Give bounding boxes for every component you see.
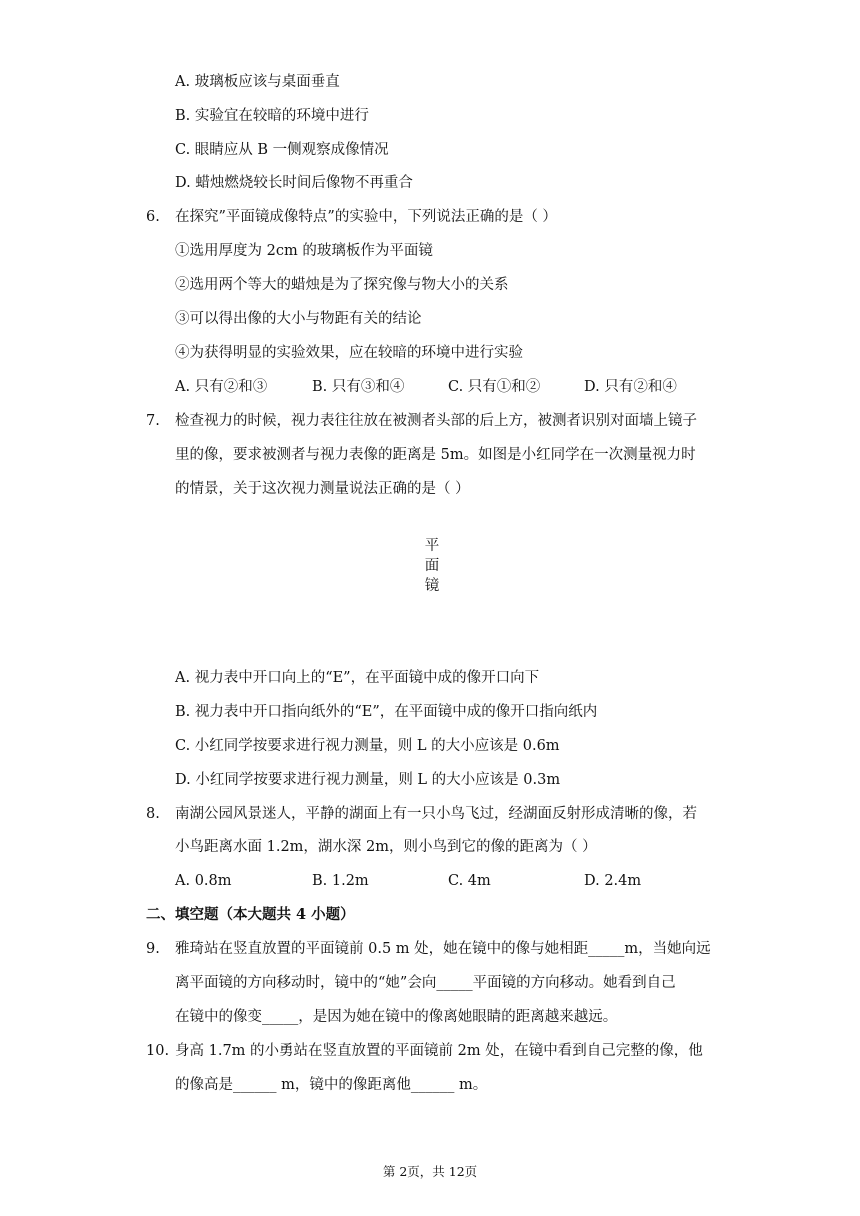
- q6-item-1: ①选用厚度为 2cm 的玻璃板作为平面镜: [175, 243, 433, 259]
- q10-line-2: 的像高是______ m，镜中的像距离他______ m。: [175, 1077, 488, 1093]
- q8-option-d: D. 2.4m: [584, 873, 642, 889]
- q6-option-b: B. 只有③和④: [312, 379, 405, 395]
- q5-option-c: C. 眼睛应从 B 一侧观察成像情况: [175, 142, 389, 158]
- q8-stem-line-2: 小鸟距离水面 1.2m，湖水深 2m，则小鸟到它的像的距离为（ ）: [175, 839, 597, 855]
- q6-item-2: ②选用两个等大的蜡烛是为了探究像与物大小的关系: [175, 277, 509, 293]
- q9-line-2: 离平面镜的方向移动时，镜中的“她”会向_____平面镜的方向移动。她看到自己: [175, 975, 676, 991]
- q10-line-1: 身高 1.7m 的小勇站在竖直放置的平面镜前 2m 处，在镜中看到自己完整的像，他: [175, 1043, 703, 1059]
- q7-option-d: D. 小红同学按要求进行视力测量，则 L 的大小应该是 0.3m: [175, 772, 561, 788]
- q6-stem: 在探究”平面镜成像特点”的实验中，下列说法正确的是（ ）: [175, 209, 557, 225]
- section-two-heading: 二、填空题（本大题共 4 小题）: [146, 906, 355, 923]
- q8-number: 8.: [146, 806, 160, 822]
- q5-option-a: A. 玻璃板应该与桌面垂直: [175, 74, 340, 90]
- q5-option-d: D. 蜡烛燃烧较长时间后像物不再重合: [175, 175, 413, 191]
- q7-stem-line-1: 检查视力的时候，视力表往往放在被测者头部的后上方，被测者识别对面墙上镜子: [175, 413, 697, 429]
- q7-stem-line-3: 的情景，关于这次视力测量说法正确的是（ ）: [175, 481, 470, 497]
- q9-line-3: 在镜中的像变_____，是因为她在镜中的像离她眼睛的距离越来越远。: [175, 1009, 618, 1025]
- q6-number: 6.: [146, 209, 160, 225]
- page-footer: 第 2页，共 12页: [382, 1164, 478, 1179]
- q7-number: 7.: [146, 413, 160, 429]
- q10-number: 10.: [146, 1043, 170, 1059]
- q7-stem-line-2: 里的像，要求被测者与视力表像的距离是 5m。如图是小红同学在一次测量视力时: [175, 447, 696, 463]
- q6-item-3: ③可以得出像的大小与物距有关的结论: [175, 311, 422, 327]
- q6-option-c: C. 只有①和②: [448, 379, 541, 395]
- q8-option-a: A. 0.8m: [175, 873, 232, 889]
- q7-option-c: C. 小红同学按要求进行视力测量，则 L 的大小应该是 0.6m: [175, 738, 560, 754]
- q5-option-b: B. 实验宜在较暗的环境中进行: [175, 108, 369, 124]
- q7-option-a: A. 视力表中开口向上的“E”，在平面镜中成的像开口向下: [175, 670, 540, 686]
- q6-item-4: ④为获得明显的实验效果，应在较暗的环境中进行实验: [175, 345, 523, 361]
- q7-figure: [420, 536, 444, 596]
- q8-option-c: C. 4m: [448, 873, 491, 889]
- q8-stem-line-1: 南湖公园风景迷人，平静的湖面上有一只小鸟飞过，经湖面反射形成清晰的像，若: [175, 806, 697, 822]
- figure-label-char-3: 镜: [424, 578, 440, 594]
- q6-option-d: D. 只有②和④: [584, 379, 677, 395]
- q6-option-a: A. 只有②和③: [175, 379, 268, 395]
- q9-line-1: 雅琦站在竖直放置的平面镜前 0.5 m 处，她在镜中的像与她相距_____m，当她向远: [175, 941, 711, 957]
- q7-option-b: B. 视力表中开口指向纸外的“E”，在平面镜中成的像开口指向纸内: [175, 704, 598, 720]
- q9-number: 9.: [146, 941, 160, 957]
- figure-label-char-1: 平: [424, 538, 440, 554]
- q8-option-b: B. 1.2m: [312, 873, 369, 889]
- figure-label-char-2: 面: [424, 558, 440, 574]
